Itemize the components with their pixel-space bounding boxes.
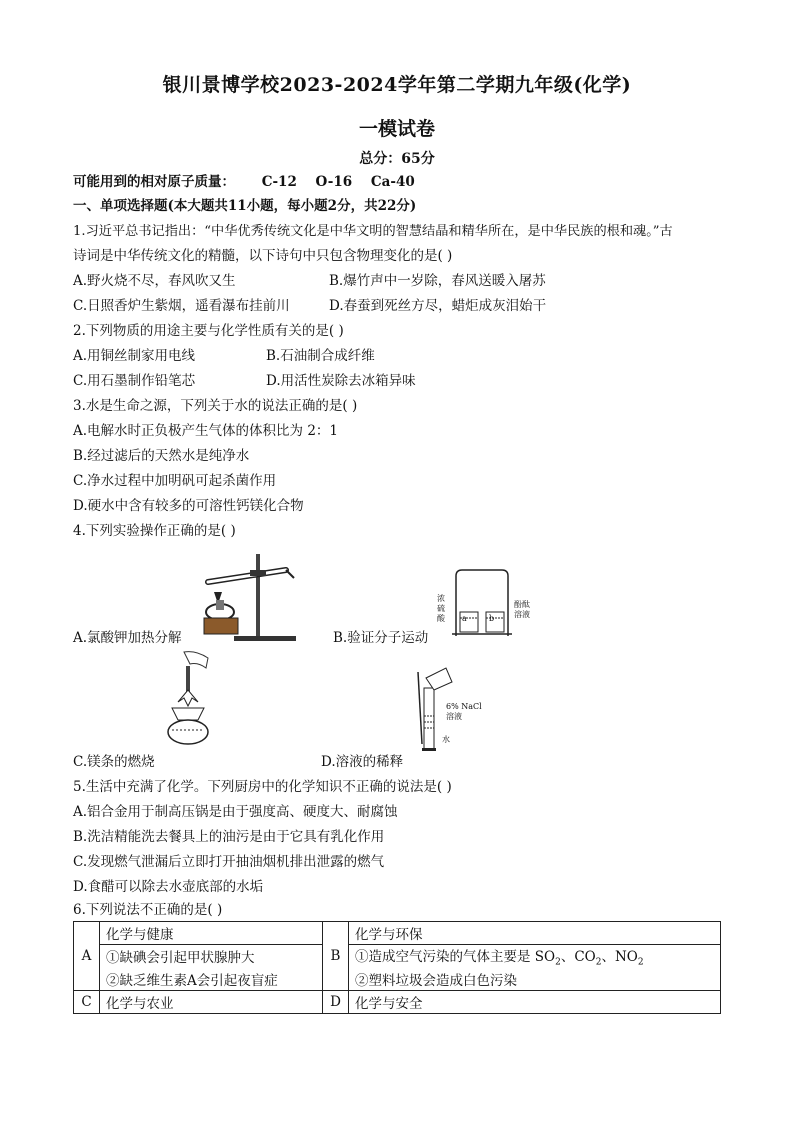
q4-option-a: A.氯酸钾加热分解 xyxy=(73,630,182,646)
q4-figure-c-burning xyxy=(162,650,222,746)
q4-figure-b-right-line2: 溶液 xyxy=(514,610,530,619)
q6-cell-b-title: 化学与环保 xyxy=(349,922,721,945)
q6-cell-a-item1: ①缺碘会引起甲状腺肿大 xyxy=(100,945,323,968)
q6-b-sub-no2: 2 xyxy=(637,957,644,968)
q4-figure-b-right-line1: 酚酞 xyxy=(514,600,530,609)
q4-figure-b-left-label xyxy=(437,594,445,624)
q3-stem: 3.水是生命之源，下列关于水的说法正确的是( ) xyxy=(73,398,358,414)
q4-figure-d-solution-label xyxy=(446,702,482,722)
q2-stem: 2.下列物质的用途主要与化学性质有关的是( ) xyxy=(73,323,344,339)
q6-cell-b-item2: ②塑料垃圾会造成白色污染 xyxy=(349,968,721,991)
q3-option-a: A.电解水时正负极产生气体的体积比为 2：1 xyxy=(73,423,339,439)
q6-row-ab-item2 xyxy=(74,968,721,991)
q1-stem-line2: 诗词是中华传统文化的精髓，以下诗句中只包含物理变化的是( ) xyxy=(73,248,453,264)
q2-option-b: B.石油制合成纤维 xyxy=(266,348,375,364)
q6-cell-d-title: 化学与安全 xyxy=(349,990,721,1013)
exam-title-line2: 一模试卷 xyxy=(358,118,435,140)
q4-figure-b-beaker-b: b xyxy=(489,614,495,623)
q4-figure-b-bell-jar xyxy=(452,568,512,636)
atomic-mass-label: 可能用到的相对原子质量： xyxy=(73,174,235,190)
q5-option-b: B.洗洁精能洗去餐具上的油污是由于它具有乳化作用 xyxy=(73,829,385,845)
q3-option-b: B.经过滤后的天然水是纯净水 xyxy=(73,448,250,464)
q6-row-ab-item1 xyxy=(74,945,721,968)
q4-figure-d-solution-line1: 6% NaCl xyxy=(446,702,482,711)
q4-figure-b-right-label xyxy=(514,600,530,620)
exam-title-line1: 银川景博学校2023-2024学年第二学期九年级(化学) xyxy=(162,74,632,96)
q6-table xyxy=(73,921,721,1014)
q6-b-sub-co2: 2 xyxy=(595,957,602,968)
q2-option-c: C.用石墨制作铅笔芯 xyxy=(73,373,196,389)
q6-cell-a-label: A xyxy=(74,922,100,991)
q4-option-b: B.验证分子运动 xyxy=(333,630,429,646)
q4-figure-a-apparatus xyxy=(190,552,300,642)
q6-cell-b-item1 xyxy=(349,945,721,968)
atomic-mass-o: O-16 xyxy=(315,174,353,190)
q3-option-d: D.硬水中含有较多的可溶性钙镁化合物 xyxy=(73,498,304,514)
q2-option-a: A.用铜丝制家用电线 xyxy=(73,348,196,364)
atomic-mass-line xyxy=(73,172,429,192)
q5-option-c: C.发现燃气泄漏后立即打开抽油烟机排出泄露的燃气 xyxy=(73,854,385,870)
q6-cell-a-title: 化学与健康 xyxy=(100,922,323,945)
q6-cell-c-title: 化学与农业 xyxy=(100,990,323,1013)
q1-option-a: A.野火烧不尽，春风吹又生 xyxy=(73,273,236,289)
atomic-mass-ca: Ca-40 xyxy=(370,174,415,190)
q4-figure-b-left-char3: 酸 xyxy=(437,614,445,623)
q4-figure-d-solution-line2: 溶液 xyxy=(446,712,462,721)
q6-cell-b-label: B xyxy=(323,922,349,991)
q6-b-sub-so2: 2 xyxy=(555,957,561,968)
q1-stem-line1: 1.习近平总书记指出：“中华优秀传统文化是中华文明的智慧结晶和精华所在，是中华民族的根和魂。”古 xyxy=(73,224,673,239)
q6-row-ab-title xyxy=(74,922,721,945)
q5-stem: 5.生活中充满了化学。下列厨房中的化学知识不正确的说法是( ) xyxy=(73,779,452,795)
q6-b-item1-mid1: 、CO xyxy=(560,949,596,965)
q4-option-d: D.溶液的稀释 xyxy=(321,754,404,770)
q6-cell-a-item2: ②缺乏维生素A会引起夜盲症 xyxy=(100,968,323,991)
q5-option-d: D.食醋可以除去水壶底部的水垢 xyxy=(73,879,264,895)
section1-heading: 一、单项选择题(本大题共11小题，每小题2分，共22分) xyxy=(73,198,417,214)
q1-option-d: D.春蚕到死丝方尽，蜡炬成灰泪始干 xyxy=(329,298,547,314)
q2-option-d: D.用活性炭除去冰箱异味 xyxy=(266,373,416,389)
q4-figure-b-left-char2: 硫 xyxy=(437,604,445,613)
q6-cell-c-label: C xyxy=(74,990,100,1013)
q6-cell-d-label: D xyxy=(323,990,349,1013)
q1-option-b: B.爆竹声中一岁除，春风送暖入屠苏 xyxy=(329,273,546,289)
q5-option-a: A.铝合金用于制高压锅是由于强度高、硬度大、耐腐蚀 xyxy=(73,804,398,820)
q4-figure-b-beaker-a: a xyxy=(462,614,467,623)
q1-option-c: C.日照香炉生紫烟，遥看瀑布挂前川 xyxy=(73,298,290,314)
q4-option-c: C.镁条的燃烧 xyxy=(73,754,155,770)
q6-row-cd-title xyxy=(74,990,721,1013)
q6-b-item1-mid2: 、NO xyxy=(601,949,638,965)
q4-figure-b-left-char1: 浓 xyxy=(437,594,445,603)
total-score: 总分：65分 xyxy=(359,151,435,167)
q6-b-item1-pre: ①造成空气污染的气体主要是 SO xyxy=(355,949,556,965)
q3-option-c: C.净水过程中加明矾可起杀菌作用 xyxy=(73,473,277,489)
q4-stem: 4.下列实验操作正确的是( ) xyxy=(73,523,236,539)
q6-stem: 6.下列说法不正确的是( ) xyxy=(73,902,223,918)
atomic-mass-c: C-12 xyxy=(261,174,297,190)
q4-figure-d-water-label: 水 xyxy=(442,735,450,744)
